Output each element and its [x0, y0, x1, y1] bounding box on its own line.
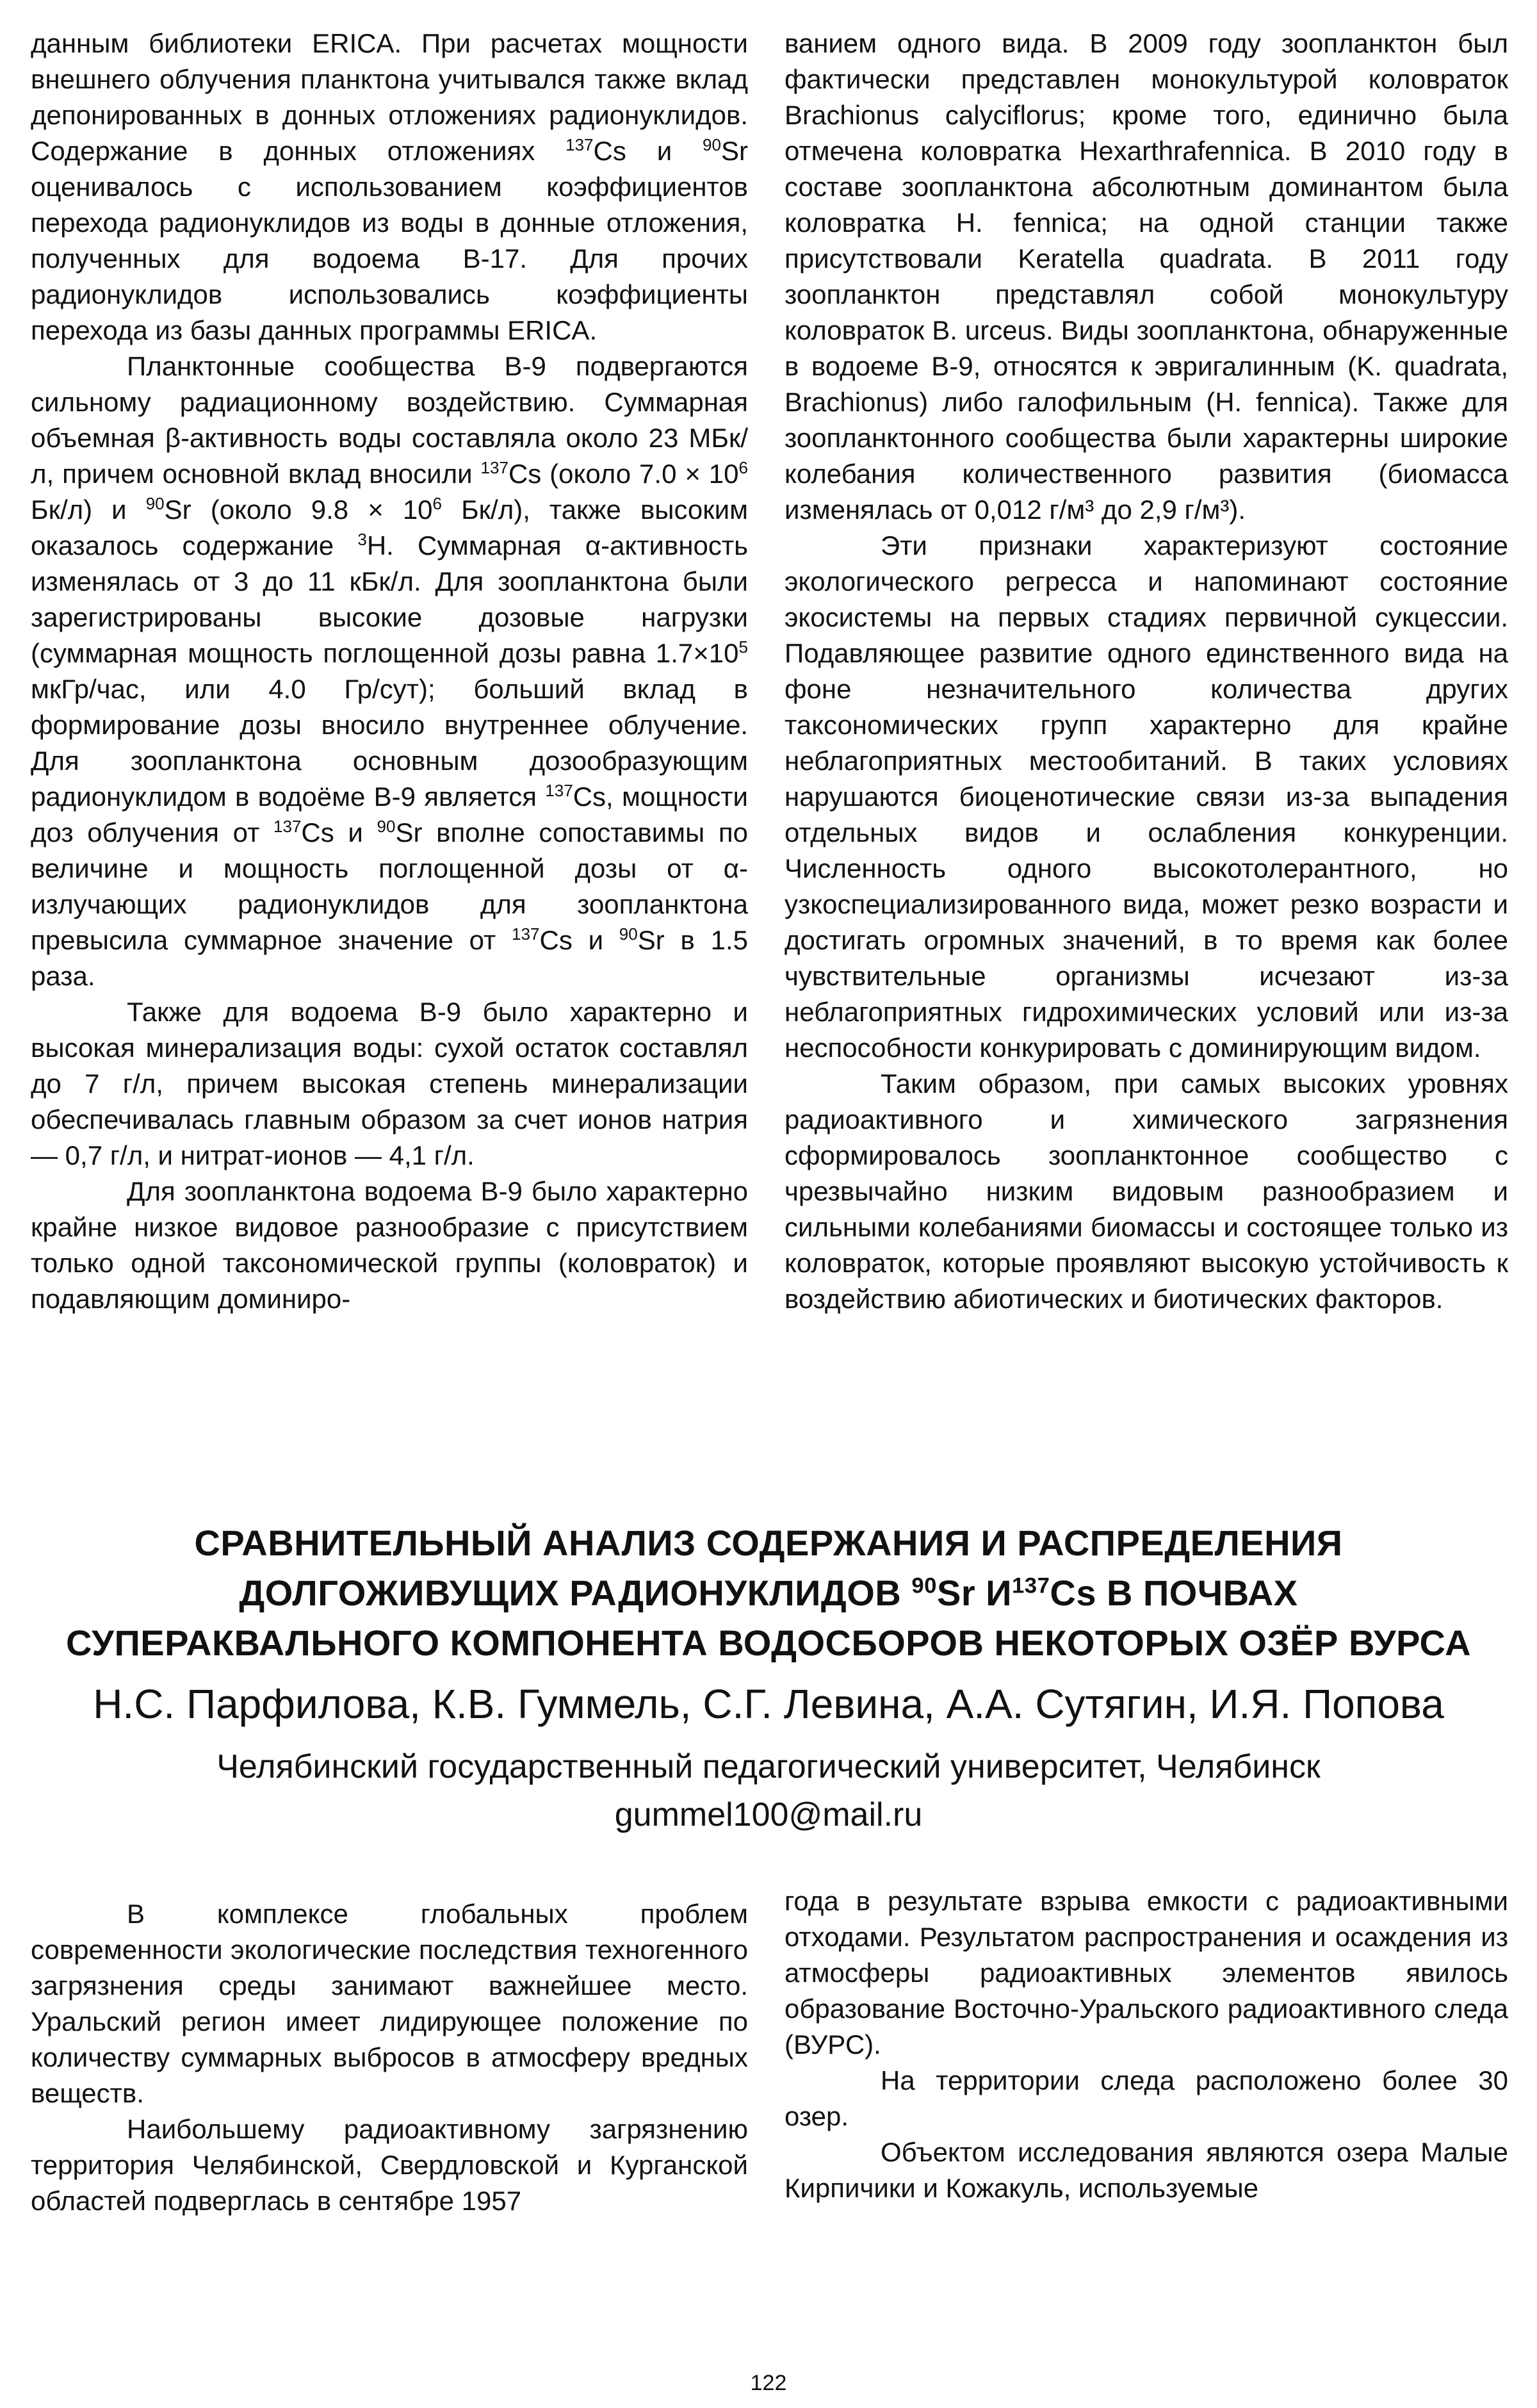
new-article-right-column — [785, 1883, 1508, 2206]
paragraph: В комплексе глобальных проблем современности экологические последствия техногенного загрязнения среды занимают важнейшее место. Уральский регион имеет лидирующее положение по количеству суммарных выбросов в атмосферу вредных веществ. — [31, 1899, 748, 2108]
paragraph: года в результате взрыва емкости с радиоактивными отходами. Результатом распространения и осаждения из атмосферы радиоактивных элементов явилось образование Восточно-Уральского радиоактивного следа (ВУРС). — [785, 1886, 1508, 2060]
paragraph: На территории следа расположено более 30 озер. — [785, 2065, 1508, 2131]
superscript: 5 — [738, 637, 748, 657]
paragraph: Планктонные сообщества В-9 подвергаются сильному радиационному воздействию. Суммарная объемная β-активность воды составляла около 23 МБк/л, причем основной вклад вносили $^{137}$Cs (около $7.0 \times 10^6$ Бк/л) и $^{90}$Sr (около $9.8 \times 10^6$ Бк/л), также высоким оказалось содержание $^3$Н. Суммарная α-активность изменялась от 3 до 11 кБк/л. Для зоопланктона были зарегистрированы высокие дозовые нагрузки (суммарная мощность поглощенной дозы равна $1.7\times 10^5$ мкГр/час, или 4.0 Гр/сут); больший вклад в формирование дозы вносило внутреннее облучение. Для зоопланктона основным дозообразующим радионуклидом в водоёме В-9 является $^{137}$Cs, мощности доз облучения от $^{137}$Cs и $^{90}$Sr вполне сопоставимы по величине и мощность поглощенной дозы от α-излучающих радионуклидов для зоопланктона превысила суммарное значение от $^{137}$Cs и $^{90}$Sr в 1.5 раза. — [31, 351, 749, 991]
paragraph: Наибольшему радиоактивному загрязнению территория Челябинской, Свердловской и Курганской областей подверглась в сентябре 1957 — [31, 2114, 748, 2216]
title-line: СУПЕРАКВАЛЬНОГО КОМПОНЕНТА ВОДОСБОРОВ НЕКОТОРЫХ ОЗЁР ВУРСА — [65, 1623, 1472, 1663]
paragraph: Объектом исследования являются озера Малые Кирпичики и Кожакуль, используемые — [785, 2137, 1508, 2203]
paragraph: ванием одного вида. В 2009 году зоопланктон был фактически представлен монокультурой коловраток Brachionus calyciflorus; кроме того, единично была отмечена коловратка Hexarthrafennica. В 2010 году в составе зоопланктона абсолютным доминантом была коловратка H. fennica; на одной станции также присутствовали Keratella quadrata. В 2011 году зоопланктон представлял собой монокультуру коловраток B. urceus. Виды зоопланктона, обнаруженные в водоеме В-9, относятся к эвригалинным (K. quadrata, Brachionus) либо галофильным (H. fennica). Также для зоопланктонного сообщества были характерны широкие колебания количественного развития (биомасса изменялась от 0,012 г/м³ до 2,9 г/м³). — [785, 28, 1508, 525]
article-affiliation: Челябинский государственный педагогический университет, Челябинск — [216, 1748, 1321, 1785]
superscript: 137 — [1011, 1573, 1050, 1598]
article-email[interactable]: gummel100@mail.ru — [614, 1796, 923, 1833]
superscript: 3 — [357, 530, 367, 549]
paragraph: Также для водоема В-9 было характерно и высокая минерализация воды: сухой остаток составлял до 7 г/л, причем высокая степень минерализации обеспечивалась главным образом за счет ионов натрия — 0,7 г/л, и нитрат-ионов — 4,1 г/л. — [31, 997, 748, 1170]
article-title — [51, 1518, 1486, 1668]
page-number: 122 — [750, 2371, 787, 2395]
superscript: 6 — [738, 458, 749, 477]
superscript: 137 — [545, 781, 573, 800]
paragraph: Таким образом, при самых высоких уровнях радиоактивного и химического загрязнения сформировалось зоопланктонное сообщество с чрезвычайно низким видовым разнообразием и сильными колебаниями биомассы и состоящее только из коловраток, которые проявляют высокую устойчивость к воздействию абиотических и биотических факторов. — [785, 1069, 1508, 1314]
superscript: 90 — [377, 817, 396, 836]
title-line: СРАВНИТЕЛЬНЫЙ АНАЛИЗ СОДЕРЖАНИЯ И РАСПРЕДЕЛЕНИЯ — [194, 1523, 1343, 1563]
superscript: 137 — [480, 458, 508, 477]
superscript: 90 — [703, 135, 721, 154]
superscript: 90 — [619, 924, 638, 944]
superscript: 90 — [911, 1573, 937, 1598]
prev-article-left-column — [31, 26, 748, 1317]
superscript: 137 — [565, 135, 594, 154]
title-line: ДОЛГОЖИВУЩИХ РАДИОНУКЛИДОВ $^{90}$Sr $И^{137}Cs$ В ПОЧВАХ — [239, 1573, 1298, 1613]
superscript: 90 — [145, 494, 165, 513]
paragraph: Эти признаки характеризуют состояние экологического регресса и напоминают состояние экосистемы на первых стадиях первичной сукцессии. Подавляющее развитие одного единственного вида на фоне незначительного количества других таксономических групп характерно для крайне неблагоприятных местообитаний. В таких условиях нарушаются биоценотические связи из-за выпадения отдельных видов и ослабления конкуренции. Численность одного высокотолерантного, но узкоспециализированного вида, может резко возрасти и достигать огромных значений, в то время как более чувствительные организмы исчезают из-за неблагоприятных гидрохимических условий или из-за неспособности конкурировать с доминирующим видом. — [785, 530, 1508, 1063]
superscript: 6 — [432, 494, 443, 513]
superscript: 137 — [273, 817, 302, 836]
paragraph: данным библиотеки ERICA. При расчетах мощности внешнего облучения планктона учитывался также вклад депонированных в донных отложениях радионуклидов. Содержание в донных отложениях $^{137}$Cs и $^{90}$Sr оценивалось с использованием коэффициентов перехода радионуклидов из воды в донные отложения, полученных для водоема В-17. Для прочих радионуклидов использовались коэффициенты перехода из базы данных программы ERICA. — [31, 28, 748, 345]
superscript: 137 — [512, 924, 540, 944]
prev-article-right-column — [785, 26, 1508, 1317]
article-authors: Н.С. Парфилова, К.В. Гуммель, С.Г. Левина, А.А. Сутягин, И.Я. Попова — [93, 1681, 1444, 1727]
paragraph: Для зоопланктона водоема В-9 было характерно крайне низкое видовое разнообразие с присутствием только одной таксономической группы (коловраток) и подавляющим доминиро- — [31, 1176, 748, 1314]
new-article-left-column — [31, 1896, 748, 2219]
